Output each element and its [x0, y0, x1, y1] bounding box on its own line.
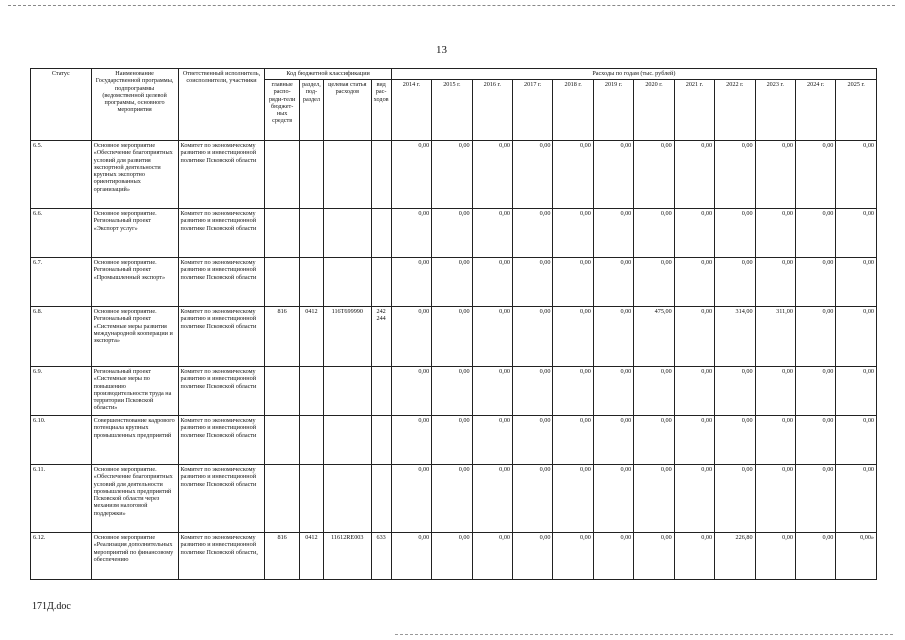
row-value: 0,00 — [513, 141, 553, 209]
row-value: 0,00 — [391, 465, 431, 533]
row-value: 0,00 — [391, 209, 431, 258]
row-value: 0,00 — [593, 465, 633, 533]
row-value: 0,00 — [755, 465, 795, 533]
row-value: 0,00 — [634, 209, 674, 258]
row-value: 0,00 — [513, 307, 553, 367]
header-expenses: Расходы по годам (тыс. рублей) — [391, 69, 876, 80]
header-year: 2021 г. — [674, 80, 714, 141]
row-status: 6.12. — [31, 533, 92, 580]
row-target — [324, 416, 371, 465]
row-value: 0,00 — [513, 533, 553, 580]
row-value: 0,00 — [674, 307, 714, 367]
row-name: Основное мероприятие. Региональный проект «Системные меры развития международной кооперации и экспорта» — [91, 307, 178, 367]
table-row — [31, 141, 877, 209]
row-kind — [371, 209, 391, 258]
row-section — [299, 209, 323, 258]
row-value: 0,00 — [553, 416, 593, 465]
row-value: 0,00 — [472, 141, 512, 209]
row-value: 0,00 — [553, 258, 593, 307]
row-section: 0412 — [299, 533, 323, 580]
header-grbs: главные распо-ряди-тели бюджет-ных средств — [265, 80, 299, 141]
row-status: 6.11. — [31, 465, 92, 533]
row-status: 6.6. — [31, 209, 92, 258]
row-value: 0,00 — [553, 367, 593, 416]
row-value: 0,00 — [593, 141, 633, 209]
row-value: 0,00 — [674, 533, 714, 580]
row-value: 0,00 — [634, 367, 674, 416]
row-value: 0,00 — [795, 367, 835, 416]
header-year: 2014 г. — [391, 80, 431, 141]
scan-bottom-edge — [395, 634, 893, 635]
row-grbs: 816 — [265, 307, 299, 367]
row-value: 475,00 — [634, 307, 674, 367]
row-value: 0,00 — [391, 533, 431, 580]
row-value: 0,00 — [593, 533, 633, 580]
row-status: 6.8. — [31, 307, 92, 367]
row-kind — [371, 416, 391, 465]
header-year: 2016 г. — [472, 80, 512, 141]
row-executor: Комитет по экономическому развитию и инвестиционной политике Псковской области — [178, 416, 265, 465]
row-section — [299, 367, 323, 416]
row-value: 0,00 — [674, 367, 714, 416]
row-value: 0,00 — [593, 367, 633, 416]
header-year: 2024 г. — [795, 80, 835, 141]
row-value: 0,00 — [432, 258, 472, 307]
row-value: 0,00 — [432, 367, 472, 416]
row-value: 0,00 — [836, 258, 877, 307]
row-value: 0,00 — [634, 465, 674, 533]
row-target: 116T699990 — [324, 307, 371, 367]
row-value: 0,00 — [472, 209, 512, 258]
row-value: 0,00 — [836, 141, 877, 209]
row-value: 0,00 — [836, 416, 877, 465]
row-value: 0,00 — [755, 367, 795, 416]
row-value: 0,00 — [472, 533, 512, 580]
row-value: 0,00 — [795, 465, 835, 533]
row-value: 0,00 — [472, 307, 512, 367]
table-row — [31, 209, 877, 258]
row-value: 0,00 — [755, 533, 795, 580]
row-name: Основное мероприятие. Региональный проект «Промышленный экспорт» — [91, 258, 178, 307]
row-executor: Комитет по экономическому развитию и инвестиционной политике Псковской области — [178, 209, 265, 258]
row-value: 0,00 — [674, 209, 714, 258]
row-target — [324, 258, 371, 307]
row-value: 0,00 — [795, 209, 835, 258]
row-value: 0,00 — [715, 258, 755, 307]
row-target: 11612RЕ003 — [324, 533, 371, 580]
row-value: 0,00 — [836, 307, 877, 367]
row-status: 6.7. — [31, 258, 92, 307]
row-value: 0,00 — [715, 416, 755, 465]
row-value: 0,00 — [513, 367, 553, 416]
row-value: 0,00 — [472, 367, 512, 416]
row-value: 0,00 — [634, 141, 674, 209]
row-grbs — [265, 465, 299, 533]
row-value: 0,00 — [472, 258, 512, 307]
row-value: 0,00 — [836, 367, 877, 416]
row-value: 0,00 — [795, 307, 835, 367]
row-status: 6.10. — [31, 416, 92, 465]
row-section — [299, 141, 323, 209]
row-value: 0,00 — [795, 258, 835, 307]
row-target — [324, 465, 371, 533]
header-year: 2017 г. — [513, 80, 553, 141]
row-value: 0,00 — [795, 141, 835, 209]
header-status: Статус — [31, 69, 92, 141]
row-grbs — [265, 258, 299, 307]
header-kind: вид рас-ходов — [371, 80, 391, 141]
row-value: 0,00 — [715, 367, 755, 416]
page-number: 13 — [436, 44, 447, 56]
row-value: 0,00 — [391, 258, 431, 307]
row-grbs: 816 — [265, 533, 299, 580]
row-kind — [371, 258, 391, 307]
row-value: 0,00 — [432, 209, 472, 258]
row-target — [324, 367, 371, 416]
row-executor: Комитет по экономическому развитию и инвестиционной политике Псковской области — [178, 465, 265, 533]
row-name: Основное мероприятие. «Обеспечение благоприятных условий для деятельности промышленных предприятий Псковской области через механизм налоговой поддержки» — [91, 465, 178, 533]
row-value: 0,00 — [674, 141, 714, 209]
row-grbs — [265, 416, 299, 465]
row-target — [324, 209, 371, 258]
table-row — [31, 258, 877, 307]
table-row — [31, 416, 877, 465]
row-name: Региональный проект «Системные меры по повышению производительности труда на территории Псковской области» — [91, 367, 178, 416]
row-value: 0,00 — [391, 367, 431, 416]
row-status: 6.5. — [31, 141, 92, 209]
row-value: 0,00 — [391, 416, 431, 465]
row-value: 0,00 — [391, 307, 431, 367]
header-year: 2022 г. — [715, 80, 755, 141]
row-target — [324, 141, 371, 209]
header-executor: Ответственный исполнитель, соисполнители, участники — [178, 69, 265, 141]
row-value: 226,80 — [715, 533, 755, 580]
row-name: Основное мероприятие «Реализация дополнительных мероприятий по финансовому обеспечению — [91, 533, 178, 580]
header-year: 2020 г. — [634, 80, 674, 141]
row-value: 0,00 — [432, 307, 472, 367]
row-section: 0412 — [299, 307, 323, 367]
row-value: 0,00 — [513, 465, 553, 533]
table-row — [31, 533, 877, 580]
row-value: 0,00 — [795, 416, 835, 465]
footer-filename: 171Д.doc — [32, 601, 71, 612]
budget-table — [30, 68, 877, 580]
row-value: 0,00 — [634, 258, 674, 307]
row-value: 0,00» — [836, 533, 877, 580]
row-value: 0,00 — [553, 307, 593, 367]
row-value: 0,00 — [553, 209, 593, 258]
row-executor: Комитет по экономическому развитию и инвестиционной политике Псковской области, — [178, 533, 265, 580]
row-value: 0,00 — [715, 209, 755, 258]
row-kind — [371, 465, 391, 533]
row-value: 0,00 — [472, 416, 512, 465]
row-executor: Комитет по экономическому развитию и инвестиционной политике Псковской области — [178, 258, 265, 307]
row-section — [299, 465, 323, 533]
row-value: 0,00 — [553, 141, 593, 209]
row-value: 0,00 — [755, 141, 795, 209]
row-name: Основное мероприятие «Обеспечение благоприятных условий для развития экспортной деятельности крупных экспортно ориентированных организаций» — [91, 141, 178, 209]
row-executor: Комитет по экономическому развитию и инвестиционной политике Псковской области — [178, 307, 265, 367]
row-kind — [371, 141, 391, 209]
row-kind: 242 244 — [371, 307, 391, 367]
row-value: 0,00 — [432, 533, 472, 580]
row-name: Основное мероприятие. Региональный проект «Экспорт услуг» — [91, 209, 178, 258]
row-executor: Комитет по экономическому развитию и инвестиционной политике Псковской области — [178, 141, 265, 209]
header-year: 2019 г. — [593, 80, 633, 141]
row-value: 0,00 — [755, 416, 795, 465]
row-value: 0,00 — [513, 258, 553, 307]
header-target: целевая статья расходов — [324, 80, 371, 141]
row-value: 311,00 — [755, 307, 795, 367]
row-grbs — [265, 367, 299, 416]
header-budget-code: Код бюджетной классификации — [265, 69, 391, 80]
row-value: 0,00 — [513, 416, 553, 465]
row-value: 0,00 — [755, 258, 795, 307]
row-value: 0,00 — [674, 465, 714, 533]
row-executor: Комитет по экономическому развитию и инвестиционной политике Псковской области — [178, 367, 265, 416]
row-value: 314,00 — [715, 307, 755, 367]
row-value: 0,00 — [432, 141, 472, 209]
row-value: 0,00 — [715, 141, 755, 209]
table-row — [31, 367, 877, 416]
row-value: 0,00 — [593, 209, 633, 258]
row-value: 0,00 — [391, 141, 431, 209]
row-value: 0,00 — [553, 533, 593, 580]
header-year: 2018 г. — [553, 80, 593, 141]
header-name: Наименование Государственной программы, подпрограммы (ведомственной целевой программы, основного мероприятия — [91, 69, 178, 141]
row-kind: 633 — [371, 533, 391, 580]
row-value: 0,00 — [674, 416, 714, 465]
table-row — [31, 307, 877, 367]
row-section — [299, 258, 323, 307]
row-value: 0,00 — [593, 258, 633, 307]
row-value: 0,00 — [836, 465, 877, 533]
row-value: 0,00 — [755, 209, 795, 258]
row-value: 0,00 — [472, 465, 512, 533]
row-value: 0,00 — [836, 209, 877, 258]
row-section — [299, 416, 323, 465]
row-value: 0,00 — [634, 416, 674, 465]
row-value: 0,00 — [513, 209, 553, 258]
row-grbs — [265, 141, 299, 209]
row-kind — [371, 367, 391, 416]
header-year: 2015 г. — [432, 80, 472, 141]
row-value: 0,00 — [593, 416, 633, 465]
scan-top-edge — [8, 5, 895, 6]
row-status: 6.9. — [31, 367, 92, 416]
header-section: раздел, под-раздел — [299, 80, 323, 141]
row-grbs — [265, 209, 299, 258]
row-value: 0,00 — [432, 465, 472, 533]
header-year: 2023 г. — [755, 80, 795, 141]
row-name: Совершенствование кадрового потенциала крупных промышленных предприятий — [91, 416, 178, 465]
row-value: 0,00 — [715, 465, 755, 533]
row-value: 0,00 — [432, 416, 472, 465]
header-year: 2025 г. — [836, 80, 877, 141]
row-value: 0,00 — [593, 307, 633, 367]
row-value: 0,00 — [553, 465, 593, 533]
row-value: 0,00 — [674, 258, 714, 307]
table-row — [31, 465, 877, 533]
row-value: 0,00 — [634, 533, 674, 580]
row-value: 0,00 — [795, 533, 835, 580]
